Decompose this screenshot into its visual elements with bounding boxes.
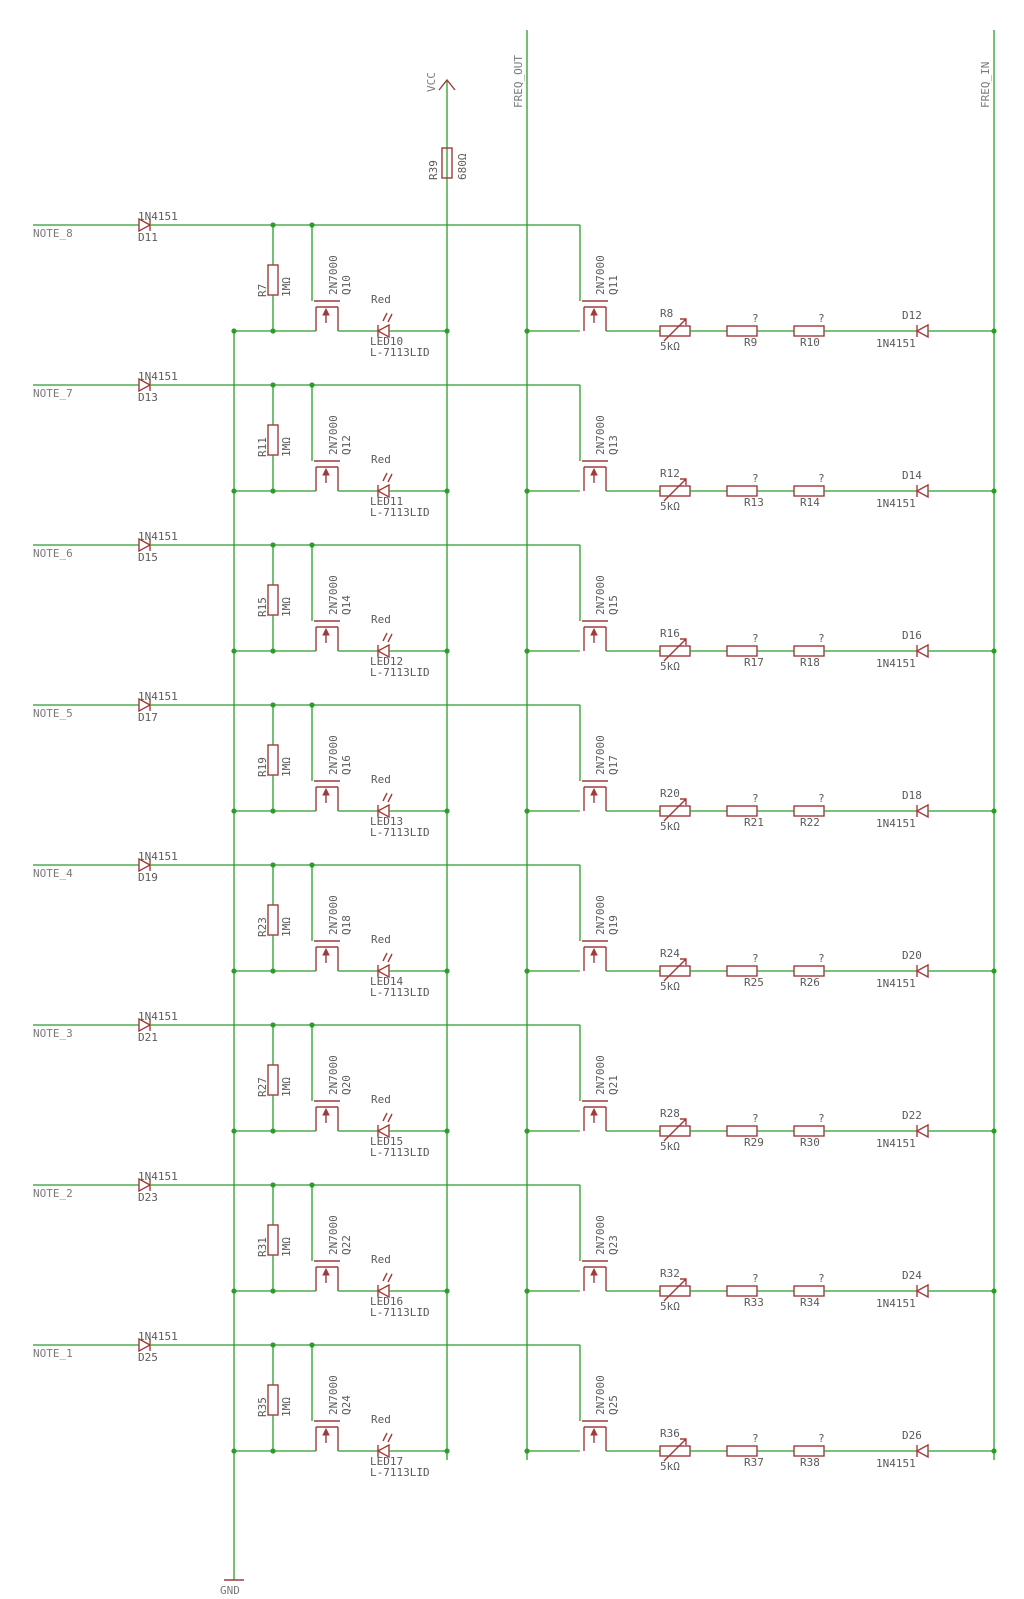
out-mosfet-name: Q25 bbox=[607, 1395, 620, 1415]
channel-8 bbox=[33, 210, 997, 359]
led-name: LED11 bbox=[370, 495, 404, 508]
resistor-a-name: R17 bbox=[744, 656, 764, 669]
out-mosfet-name: Q23 bbox=[607, 1235, 620, 1255]
junction-dot bbox=[991, 648, 996, 653]
pot-name: R36 bbox=[660, 1427, 680, 1440]
resistor-a-name: R29 bbox=[744, 1136, 764, 1149]
input-diode-name: D23 bbox=[138, 1191, 158, 1204]
junction-dot bbox=[270, 1128, 275, 1133]
input-diode-name: D19 bbox=[138, 871, 158, 884]
resistor-a-value: ? bbox=[752, 1272, 759, 1285]
channel-4 bbox=[33, 850, 997, 999]
resistor-a-value: ? bbox=[752, 632, 759, 645]
out-mosfet-name: Q15 bbox=[607, 595, 620, 615]
pot-name: R28 bbox=[660, 1107, 680, 1120]
resistor-b-icon bbox=[794, 1286, 824, 1296]
gate-resistor-value: 1MΩ bbox=[280, 597, 293, 617]
led-color: Red bbox=[371, 1413, 391, 1426]
gate-resistor-icon bbox=[268, 585, 278, 615]
output-diode-name: D18 bbox=[902, 789, 922, 802]
led-emission-icon bbox=[383, 1273, 392, 1282]
input-diode-value: 1N4151 bbox=[138, 1170, 178, 1183]
junction-dot bbox=[524, 808, 529, 813]
pot-icon bbox=[660, 1126, 690, 1136]
gate-resistor-icon bbox=[268, 1065, 278, 1095]
resistor-a-value: ? bbox=[752, 1432, 759, 1445]
junction-dot bbox=[270, 808, 275, 813]
led-name: LED17 bbox=[370, 1455, 404, 1468]
resistor-b-icon bbox=[794, 1446, 824, 1456]
out-mosfet-value: 2N7000 bbox=[594, 255, 607, 295]
out-mosfet-value: 2N7000 bbox=[594, 1055, 607, 1095]
pot-value: 5kΩ bbox=[660, 660, 680, 673]
pot-arrow-icon bbox=[664, 319, 686, 341]
gate-resistor-name: R27 bbox=[256, 1077, 269, 1097]
out-mosfet-name: Q19 bbox=[607, 915, 620, 935]
led-mosfet-value: 2N7000 bbox=[327, 1055, 340, 1095]
out-mosfet-icon bbox=[582, 1421, 608, 1451]
led-color: Red bbox=[371, 1253, 391, 1266]
pot-name: R16 bbox=[660, 627, 680, 640]
pot-arrow-icon bbox=[664, 1279, 686, 1301]
junction-dot bbox=[270, 968, 275, 973]
junction-dot bbox=[991, 1128, 996, 1133]
junction-dot bbox=[444, 1128, 449, 1133]
junction-dot bbox=[524, 488, 529, 493]
resistor-b-name: R26 bbox=[800, 976, 820, 989]
out-mosfet-value: 2N7000 bbox=[594, 895, 607, 935]
junction-dot bbox=[524, 648, 529, 653]
gate-resistor-name: R19 bbox=[256, 757, 269, 777]
out-mosfet-name: Q21 bbox=[607, 1075, 620, 1095]
junction-dot bbox=[524, 1128, 529, 1133]
junction-dot bbox=[991, 1288, 996, 1293]
output-diode-name: D14 bbox=[902, 469, 922, 482]
junction-dot bbox=[231, 968, 236, 973]
output-diode-value: 1N4151 bbox=[876, 657, 916, 670]
led-value: L-7113LID bbox=[370, 506, 430, 519]
output-diode-value: 1N4151 bbox=[876, 1457, 916, 1470]
output-diode-value: 1N4151 bbox=[876, 1137, 916, 1150]
freq-in-label: FREQ_IN bbox=[979, 61, 992, 108]
led-mosfet-name: Q18 bbox=[340, 915, 353, 935]
led-mosfet-name: Q10 bbox=[340, 275, 353, 295]
junction-dot bbox=[444, 1448, 449, 1453]
gate-resistor-icon bbox=[268, 1385, 278, 1415]
input-diode-value: 1N4151 bbox=[138, 370, 178, 383]
resistor-b-value: ? bbox=[818, 472, 825, 485]
led-mosfet-icon bbox=[314, 941, 340, 971]
channel-3 bbox=[33, 1010, 997, 1159]
gate-resistor-value: 1MΩ bbox=[280, 1077, 293, 1097]
out-mosfet-icon bbox=[582, 461, 608, 491]
gate-resistor-icon bbox=[268, 425, 278, 455]
out-mosfet-name: Q17 bbox=[607, 755, 620, 775]
led-name: LED14 bbox=[370, 975, 404, 988]
resistor-b-name: R38 bbox=[800, 1456, 820, 1469]
junction-dot bbox=[991, 808, 996, 813]
resistor-a-icon bbox=[727, 1126, 757, 1136]
resistor-a-name: R37 bbox=[744, 1456, 764, 1469]
resistor-a-name: R33 bbox=[744, 1296, 764, 1309]
output-diode-icon bbox=[917, 805, 928, 817]
channel-2 bbox=[33, 1170, 997, 1319]
output-diode-icon bbox=[917, 1125, 928, 1137]
note-label: NOTE_7 bbox=[33, 387, 73, 400]
resistor-a-value: ? bbox=[752, 792, 759, 805]
input-diode-name: D17 bbox=[138, 711, 158, 724]
r39-name: R39 bbox=[427, 160, 440, 180]
channel-1 bbox=[33, 1330, 997, 1479]
out-mosfet-icon bbox=[582, 781, 608, 811]
out-mosfet-icon bbox=[582, 1261, 608, 1291]
resistor-a-value: ? bbox=[752, 472, 759, 485]
junction-dot bbox=[231, 808, 236, 813]
output-diode-value: 1N4151 bbox=[876, 497, 916, 510]
gate-resistor-icon bbox=[268, 745, 278, 775]
out-mosfet-name: Q13 bbox=[607, 435, 620, 455]
pot-value: 5kΩ bbox=[660, 1300, 680, 1313]
pot-value: 5kΩ bbox=[660, 1140, 680, 1153]
gate-resistor-icon bbox=[268, 1225, 278, 1255]
note-label: NOTE_4 bbox=[33, 867, 73, 880]
input-diode-value: 1N4151 bbox=[138, 530, 178, 543]
output-diode-icon bbox=[917, 645, 928, 657]
led-mosfet-icon bbox=[314, 781, 340, 811]
led-emission-icon bbox=[383, 953, 392, 962]
led-mosfet-icon bbox=[314, 621, 340, 651]
pot-name: R12 bbox=[660, 467, 680, 480]
led-mosfet-value: 2N7000 bbox=[327, 1215, 340, 1255]
input-diode-value: 1N4151 bbox=[138, 1330, 178, 1343]
resistor-a-icon bbox=[727, 326, 757, 336]
junction-dot bbox=[444, 328, 449, 333]
resistor-a-value: ? bbox=[752, 952, 759, 965]
output-diode-name: D26 bbox=[902, 1429, 922, 1442]
pot-name: R20 bbox=[660, 787, 680, 800]
resistor-b-value: ? bbox=[818, 632, 825, 645]
led-mosfet-value: 2N7000 bbox=[327, 735, 340, 775]
led-mosfet-icon bbox=[314, 1101, 340, 1131]
resistor-b-icon bbox=[794, 486, 824, 496]
channel-6 bbox=[33, 530, 997, 679]
resistor-b-name: R34 bbox=[800, 1296, 820, 1309]
note-label: NOTE_8 bbox=[33, 227, 73, 240]
input-diode-name: D21 bbox=[138, 1031, 158, 1044]
out-mosfet-value: 2N7000 bbox=[594, 735, 607, 775]
output-diode-name: D24 bbox=[902, 1269, 922, 1282]
note-label: NOTE_6 bbox=[33, 547, 73, 560]
output-diode-icon bbox=[917, 325, 928, 337]
resistor-a-icon bbox=[727, 1446, 757, 1456]
gate-resistor-name: R35 bbox=[256, 1397, 269, 1417]
led-name: LED15 bbox=[370, 1135, 404, 1148]
led-mosfet-name: Q20 bbox=[340, 1075, 353, 1095]
junction-dot bbox=[231, 1288, 236, 1293]
out-mosfet-icon bbox=[582, 621, 608, 651]
led-mosfet-icon bbox=[314, 1261, 340, 1291]
resistor-b-icon bbox=[794, 326, 824, 336]
vcc-label: VCC bbox=[425, 72, 438, 92]
output-diode-icon bbox=[917, 1445, 928, 1457]
led-emission-icon bbox=[383, 1433, 392, 1442]
out-mosfet-name: Q11 bbox=[607, 275, 620, 295]
gate-resistor-name: R23 bbox=[256, 917, 269, 937]
output-diode-name: D12 bbox=[902, 309, 922, 322]
pot-icon bbox=[660, 806, 690, 816]
output-diode-value: 1N4151 bbox=[876, 817, 916, 830]
gate-resistor-value: 1MΩ bbox=[280, 277, 293, 297]
led-value: L-7113LID bbox=[370, 986, 430, 999]
resistor-b-value: ? bbox=[818, 1432, 825, 1445]
led-emission-icon bbox=[383, 633, 392, 642]
gate-resistor-value: 1MΩ bbox=[280, 437, 293, 457]
input-diode-value: 1N4151 bbox=[138, 210, 178, 223]
channel-7 bbox=[33, 370, 997, 519]
input-diode-name: D25 bbox=[138, 1351, 158, 1364]
out-mosfet-value: 2N7000 bbox=[594, 575, 607, 615]
led-emission-icon bbox=[383, 793, 392, 802]
pot-value: 5kΩ bbox=[660, 500, 680, 513]
resistor-b-icon bbox=[794, 806, 824, 816]
gate-resistor-icon bbox=[268, 905, 278, 935]
led-mosfet-icon bbox=[314, 461, 340, 491]
led-value: L-7113LID bbox=[370, 666, 430, 679]
pot-name: R24 bbox=[660, 947, 680, 960]
junction-dot bbox=[524, 1448, 529, 1453]
output-diode-icon bbox=[917, 1285, 928, 1297]
led-color: Red bbox=[371, 453, 391, 466]
resistor-b-name: R30 bbox=[800, 1136, 820, 1149]
junction-dot bbox=[991, 1448, 996, 1453]
out-mosfet-value: 2N7000 bbox=[594, 415, 607, 455]
gate-resistor-value: 1MΩ bbox=[280, 1397, 293, 1417]
junction-dot bbox=[524, 1288, 529, 1293]
junction-dot bbox=[444, 1288, 449, 1293]
resistor-b-icon bbox=[794, 1126, 824, 1136]
junction-dot bbox=[991, 968, 996, 973]
led-value: L-7113LID bbox=[370, 1306, 430, 1319]
gate-resistor-name: R31 bbox=[256, 1237, 269, 1257]
led-name: LED10 bbox=[370, 335, 404, 348]
led-name: LED12 bbox=[370, 655, 404, 668]
resistor-b-name: R22 bbox=[800, 816, 820, 829]
out-mosfet-icon bbox=[582, 301, 608, 331]
junction-dot bbox=[991, 488, 996, 493]
resistor-a-icon bbox=[727, 806, 757, 816]
led-color: Red bbox=[371, 933, 391, 946]
gnd-label: GND bbox=[220, 1584, 240, 1597]
input-diode-value: 1N4151 bbox=[138, 1010, 178, 1023]
out-mosfet-icon bbox=[582, 1101, 608, 1131]
pot-value: 5kΩ bbox=[660, 1460, 680, 1473]
led-name: LED13 bbox=[370, 815, 404, 828]
output-diode-name: D16 bbox=[902, 629, 922, 642]
resistor-a-icon bbox=[727, 966, 757, 976]
led-color: Red bbox=[371, 773, 391, 786]
pot-arrow-icon bbox=[664, 479, 686, 501]
led-color: Red bbox=[371, 293, 391, 306]
resistor-b-name: R10 bbox=[800, 336, 820, 349]
resistor-b-value: ? bbox=[818, 952, 825, 965]
junction-dot bbox=[270, 1448, 275, 1453]
led-mosfet-name: Q24 bbox=[340, 1395, 353, 1415]
gate-resistor-name: R7 bbox=[256, 283, 269, 297]
pot-name: R8 bbox=[660, 307, 674, 320]
resistor-a-name: R9 bbox=[744, 336, 758, 349]
resistor-a-name: R13 bbox=[744, 496, 764, 509]
junction-dot bbox=[231, 648, 236, 653]
r39-value: 680Ω bbox=[456, 153, 469, 180]
note-label: NOTE_5 bbox=[33, 707, 73, 720]
junction-dot bbox=[991, 328, 996, 333]
note-label: NOTE_2 bbox=[33, 1187, 73, 1200]
resistor-b-value: ? bbox=[818, 312, 825, 325]
led-mosfet-name: Q16 bbox=[340, 755, 353, 775]
output-diode-value: 1N4151 bbox=[876, 337, 916, 350]
pot-arrow-icon bbox=[664, 799, 686, 821]
output-diode-icon bbox=[917, 485, 928, 497]
pot-value: 5kΩ bbox=[660, 980, 680, 993]
pot-arrow-icon bbox=[664, 959, 686, 981]
resistor-a-value: ? bbox=[752, 312, 759, 325]
junction-dot bbox=[231, 1448, 236, 1453]
pot-name: R32 bbox=[660, 1267, 680, 1280]
input-diode-value: 1N4151 bbox=[138, 690, 178, 703]
led-mosfet-value: 2N7000 bbox=[327, 575, 340, 615]
resistor-b-name: R14 bbox=[800, 496, 820, 509]
resistor-b-icon bbox=[794, 966, 824, 976]
pot-arrow-icon bbox=[664, 1439, 686, 1461]
led-mosfet-value: 2N7000 bbox=[327, 895, 340, 935]
pot-icon bbox=[660, 326, 690, 336]
gate-resistor-name: R11 bbox=[256, 437, 269, 457]
pot-arrow-icon bbox=[664, 639, 686, 661]
junction-dot bbox=[270, 648, 275, 653]
resistor-a-icon bbox=[727, 1286, 757, 1296]
out-mosfet-value: 2N7000 bbox=[594, 1375, 607, 1415]
input-diode-name: D11 bbox=[138, 231, 158, 244]
note-channels bbox=[33, 210, 997, 1479]
resistor-b-icon bbox=[794, 646, 824, 656]
led-name: LED16 bbox=[370, 1295, 404, 1308]
junction-dot bbox=[270, 488, 275, 493]
resistor-a-name: R25 bbox=[744, 976, 764, 989]
pot-icon bbox=[660, 646, 690, 656]
gate-resistor-name: R15 bbox=[256, 597, 269, 617]
led-mosfet-icon bbox=[314, 1421, 340, 1451]
freq-out-label: FREQ_OUT bbox=[512, 55, 525, 108]
gate-resistor-value: 1MΩ bbox=[280, 917, 293, 937]
junction-dot bbox=[231, 1128, 236, 1133]
pot-icon bbox=[660, 966, 690, 976]
pot-value: 5kΩ bbox=[660, 340, 680, 353]
pot-icon bbox=[660, 1286, 690, 1296]
gate-resistor-value: 1MΩ bbox=[280, 1237, 293, 1257]
output-diode-value: 1N4151 bbox=[876, 1297, 916, 1310]
led-mosfet-name: Q22 bbox=[340, 1235, 353, 1255]
note-label: NOTE_1 bbox=[33, 1347, 73, 1360]
led-mosfet-icon bbox=[314, 301, 340, 331]
led-emission-icon bbox=[383, 1113, 392, 1122]
led-color: Red bbox=[371, 613, 391, 626]
junction-dot bbox=[444, 648, 449, 653]
resistor-a-icon bbox=[727, 646, 757, 656]
led-mosfet-value: 2N7000 bbox=[327, 415, 340, 455]
pot-icon bbox=[660, 1446, 690, 1456]
output-diode-name: D20 bbox=[902, 949, 922, 962]
resistor-b-name: R18 bbox=[800, 656, 820, 669]
resistor-a-value: ? bbox=[752, 1112, 759, 1125]
led-mosfet-value: 2N7000 bbox=[327, 255, 340, 295]
junction-dot bbox=[270, 328, 275, 333]
junction-dot bbox=[270, 1288, 275, 1293]
junction-dot bbox=[524, 968, 529, 973]
led-color: Red bbox=[371, 1093, 391, 1106]
junction-dot bbox=[444, 488, 449, 493]
resistor-b-value: ? bbox=[818, 1112, 825, 1125]
led-emission-icon bbox=[383, 473, 392, 482]
junction-dot bbox=[524, 328, 529, 333]
note-label: NOTE_3 bbox=[33, 1027, 73, 1040]
junction-dot bbox=[444, 808, 449, 813]
channel-5 bbox=[33, 690, 997, 839]
junction-dot bbox=[231, 328, 236, 333]
led-value: L-7113LID bbox=[370, 346, 430, 359]
output-diode-name: D22 bbox=[902, 1109, 922, 1122]
input-diode-name: D13 bbox=[138, 391, 158, 404]
output-diode-value: 1N4151 bbox=[876, 977, 916, 990]
pot-value: 5kΩ bbox=[660, 820, 680, 833]
resistor-b-value: ? bbox=[818, 792, 825, 805]
gate-resistor-value: 1MΩ bbox=[280, 757, 293, 777]
resistor-a-icon bbox=[727, 486, 757, 496]
resistor-a-name: R21 bbox=[744, 816, 764, 829]
out-mosfet-icon bbox=[582, 941, 608, 971]
junction-dot bbox=[231, 488, 236, 493]
led-value: L-7113LID bbox=[370, 826, 430, 839]
junction-dot bbox=[444, 968, 449, 973]
led-value: L-7113LID bbox=[370, 1466, 430, 1479]
led-emission-icon bbox=[383, 313, 392, 322]
gate-resistor-icon bbox=[268, 265, 278, 295]
pot-icon bbox=[660, 486, 690, 496]
output-diode-icon bbox=[917, 965, 928, 977]
resistor-b-value: ? bbox=[818, 1272, 825, 1285]
input-diode-name: D15 bbox=[138, 551, 158, 564]
led-mosfet-name: Q12 bbox=[340, 435, 353, 455]
pot-arrow-icon bbox=[664, 1119, 686, 1141]
out-mosfet-value: 2N7000 bbox=[594, 1215, 607, 1255]
led-value: L-7113LID bbox=[370, 1146, 430, 1159]
input-diode-value: 1N4151 bbox=[138, 850, 178, 863]
led-mosfet-name: Q14 bbox=[340, 595, 353, 615]
led-mosfet-value: 2N7000 bbox=[327, 1375, 340, 1415]
